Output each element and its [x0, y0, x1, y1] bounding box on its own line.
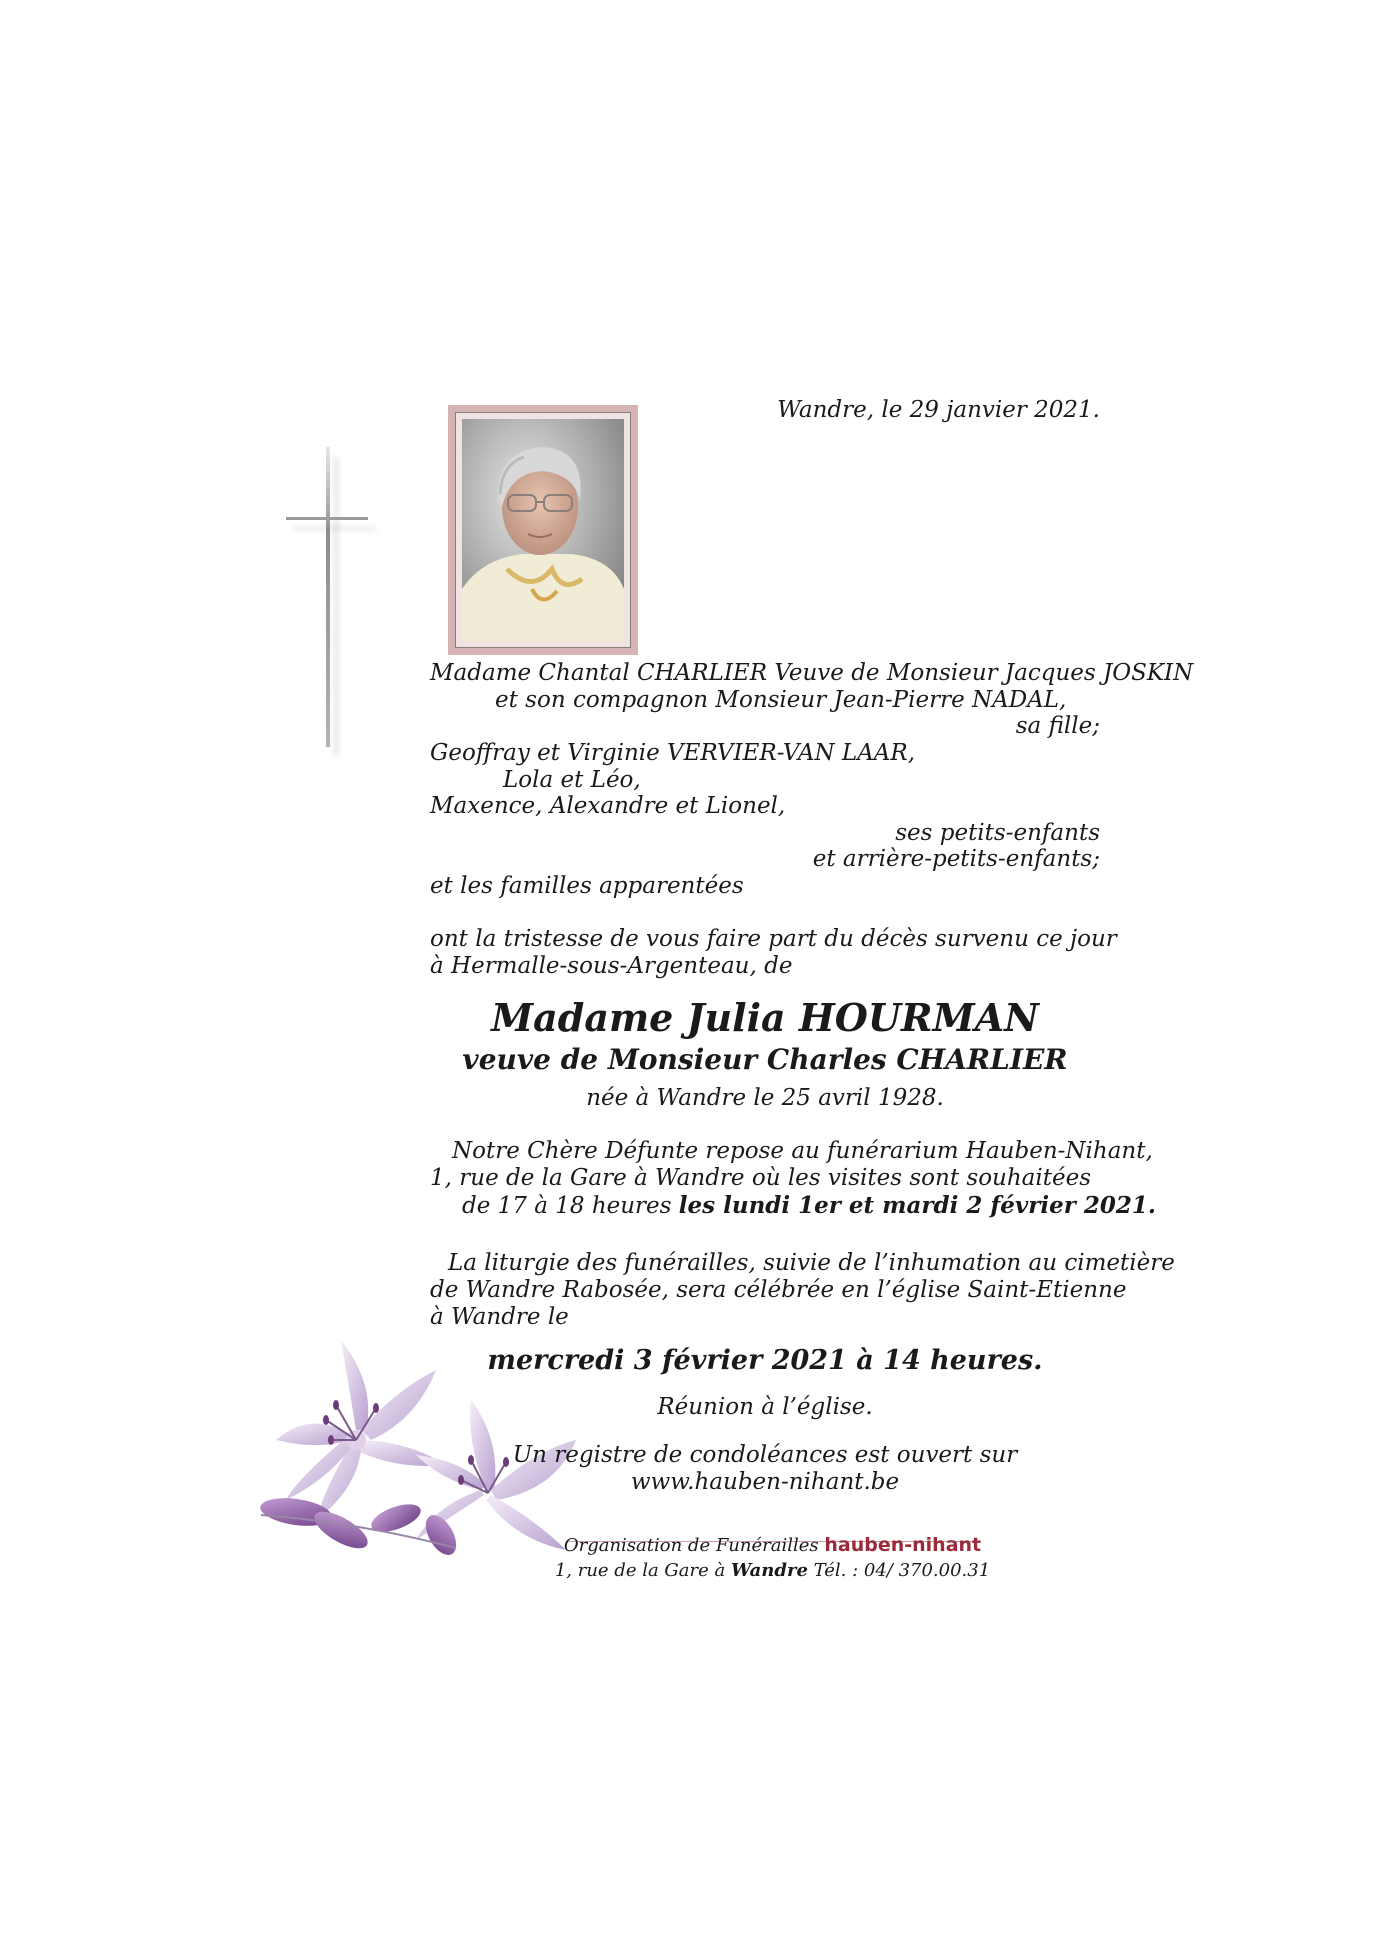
- family-line-4: Geoffray et Virginie VERVIER-VAN LAAR,: [430, 740, 916, 766]
- rest-line-3: [462, 1192, 1156, 1220]
- announcement-line-2: à Hermalle-sous-Argenteau, de: [430, 953, 793, 979]
- brand-logo: hauben-nihant: [824, 1534, 982, 1556]
- family-line-1: Madame Chantal CHARLIER Veuve de Monsieur Jacques JOSKIN: [430, 660, 1194, 686]
- portrait-photo-frame: [448, 405, 638, 655]
- cross-horizontal-bar: [286, 517, 368, 520]
- deceased-widow-of: veuve de Monsieur Charles CHARLIER: [462, 1043, 1068, 1076]
- meeting-note: Réunion à l’église.: [657, 1394, 873, 1420]
- family-line-8: et arrière-petits-enfants;: [812, 846, 1100, 872]
- footer-street: 1, rue de la Gare à: [554, 1560, 726, 1581]
- rest-line-2: 1, rue de la Gare à Wandre où les visites sont souhaitées: [430, 1165, 1092, 1191]
- footer-address: [500, 1560, 1045, 1582]
- family-line-6: Maxence, Alexandre et Lionel,: [430, 793, 786, 819]
- rest-visit-dates: les lundi 1er et mardi 2 février 2021.: [678, 1192, 1156, 1219]
- footer-organisation: [500, 1534, 1045, 1557]
- family-line-2: et son compagnon Monsieur Jean-Pierre NADAL,: [495, 687, 1067, 713]
- place-and-date: Wandre, le 29 janvier 2021.: [777, 397, 1100, 423]
- rest-hours: de 17 à 18 heures: [462, 1193, 672, 1219]
- website-link[interactable]: www.hauben-nihant.be: [630, 1469, 900, 1495]
- cross-vertical-bar: [326, 447, 330, 747]
- footer-phone: Tél. : 04/ 370.00.31: [813, 1560, 991, 1581]
- condolence-register: Un registre de condoléances est ouvert sur: [512, 1442, 1018, 1468]
- funeral-date: mercredi 3 février 2021 à 14 heures.: [487, 1345, 1043, 1376]
- lily-flowers-decoration: [256, 1290, 586, 1570]
- announcement-line-1: ont la tristesse de vous faire part du décès survenu ce jour: [430, 926, 1117, 952]
- funeral-line-3: à Wandre le: [430, 1304, 569, 1330]
- rest-line-1: Notre Chère Défunte repose au funérarium Hauben-Nihant,: [452, 1138, 1153, 1164]
- family-line-7: ses petits-enfants: [895, 820, 1100, 846]
- deceased-birth: née à Wandre le 25 avril 1928.: [586, 1085, 944, 1111]
- footer-town: Wandre: [730, 1560, 808, 1581]
- family-line-9: et les familles apparentées: [430, 873, 744, 899]
- funeral-line-2: de Wandre Rabosée, sera célébrée en l’église Saint-Etienne: [430, 1277, 1127, 1303]
- portrait-photo: [462, 419, 624, 641]
- deceased-name: Madame Julia HOURMAN: [491, 995, 1039, 1040]
- footer-org-label: Organisation de Funérailles: [563, 1535, 819, 1556]
- funeral-line-1: La liturgie des funérailles, suivie de l’inhumation au cimetière: [448, 1250, 1175, 1276]
- family-line-3: sa fille;: [1015, 713, 1100, 739]
- family-line-5: Lola et Léo,: [503, 767, 641, 793]
